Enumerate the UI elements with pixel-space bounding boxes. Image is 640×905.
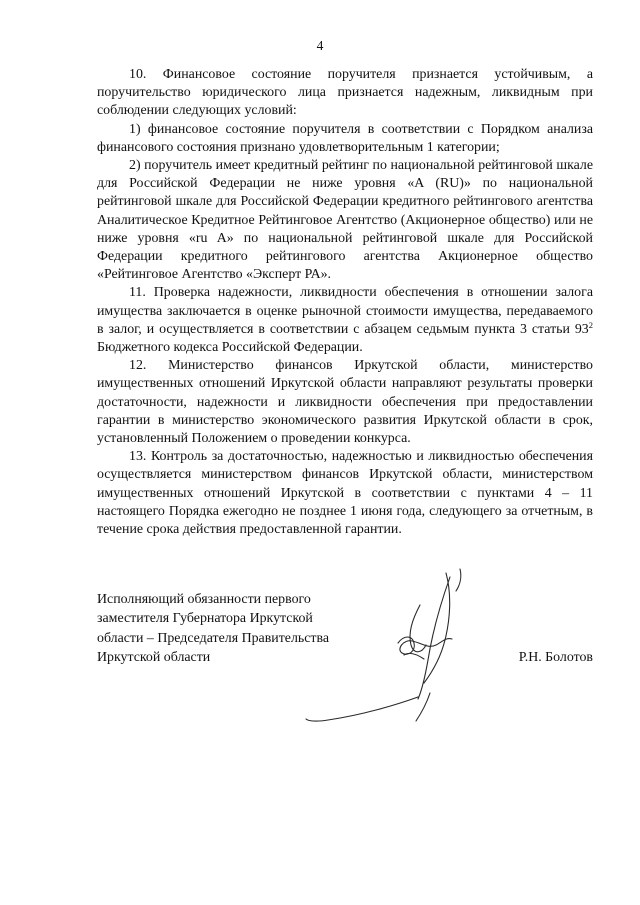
paragraph-11: [97, 284, 593, 357]
paragraph-13: 13. Контроль за достаточностью, надежностью и ликвидностью обеспечения осуществляется министерством финансов Иркутской области, министерством имущественных отношений Иркутской в соответствии с пунктами 4 – 11 настоящего Порядка ежегодно не позднее 1 июня года, следующего за отчетным, в течение срока действия предоставленной гарантии.: [97, 449, 593, 538]
signer-title-line: Иркутской области: [97, 649, 211, 665]
paragraph-10: 10. Финансовое состояние поручителя признается устойчивым, а поручительство юридического лица признается надежным, ликвидным при соблюдении следующих условий:: [97, 67, 593, 119]
paragraph-10-item-2: 2) поручитель имеет кредитный рейтинг по национальной рейтинговой шкале для Российской Федерации не ниже уровня «A (RU)» по национальной рейтинговой шкале для Российской Федерации кредитного рейтингового агентства Аналитическое Кредитное Рейтинговое Агентство (Акционерное общество) или не ниже уровня «ru A» по национальной рейтинговой шкале для Российской Федерации кредитного рейтингового агентства Акционерное общество «Рейтинговое Агентство «Эксперт РА».: [97, 158, 593, 283]
article-superscript: 2: [588, 319, 593, 330]
document-body: [97, 66, 593, 539]
handwritten-signature: [300, 565, 490, 725]
paragraph-10-item-1: 1) финансовое состояние поручителя в соответствии с Порядком анализа финансового состояния признано удовлетворительным 1 категории;: [97, 121, 593, 155]
paragraph-11-text-end: Бюджетного кодекса Российской Федерации.: [97, 340, 363, 356]
signer-title-line: Исполняющий обязанности первого: [97, 592, 311, 607]
signer-name: Р.Н. Болотов: [518, 649, 593, 665]
paragraph-11-text: 11. Проверка надежности, ликвидности обеспечения в отношении залога имущества заключается в оценке рыночной стоимости имущества, передаваемого в залог, и осуществляется в соответствии с абзацем седьмым пункта 3 статьи 93: [97, 285, 593, 337]
page-number: 4: [316, 38, 324, 53]
signer-title-line: области – Председателя Правительства: [97, 630, 329, 646]
signer-title-line: заместителя Губернатора Иркутской: [97, 611, 313, 627]
paragraph-12: 12. Министерство финансов Иркутской области, министерство имущественных отношений Иркутской области направляют результаты проверки достаточности, надежности и ликвидности обеспечения при предоставлении гарантии в министерство экономического развития Иркутской области в срок, установленный Положением о проведении конкурса.: [97, 358, 593, 447]
